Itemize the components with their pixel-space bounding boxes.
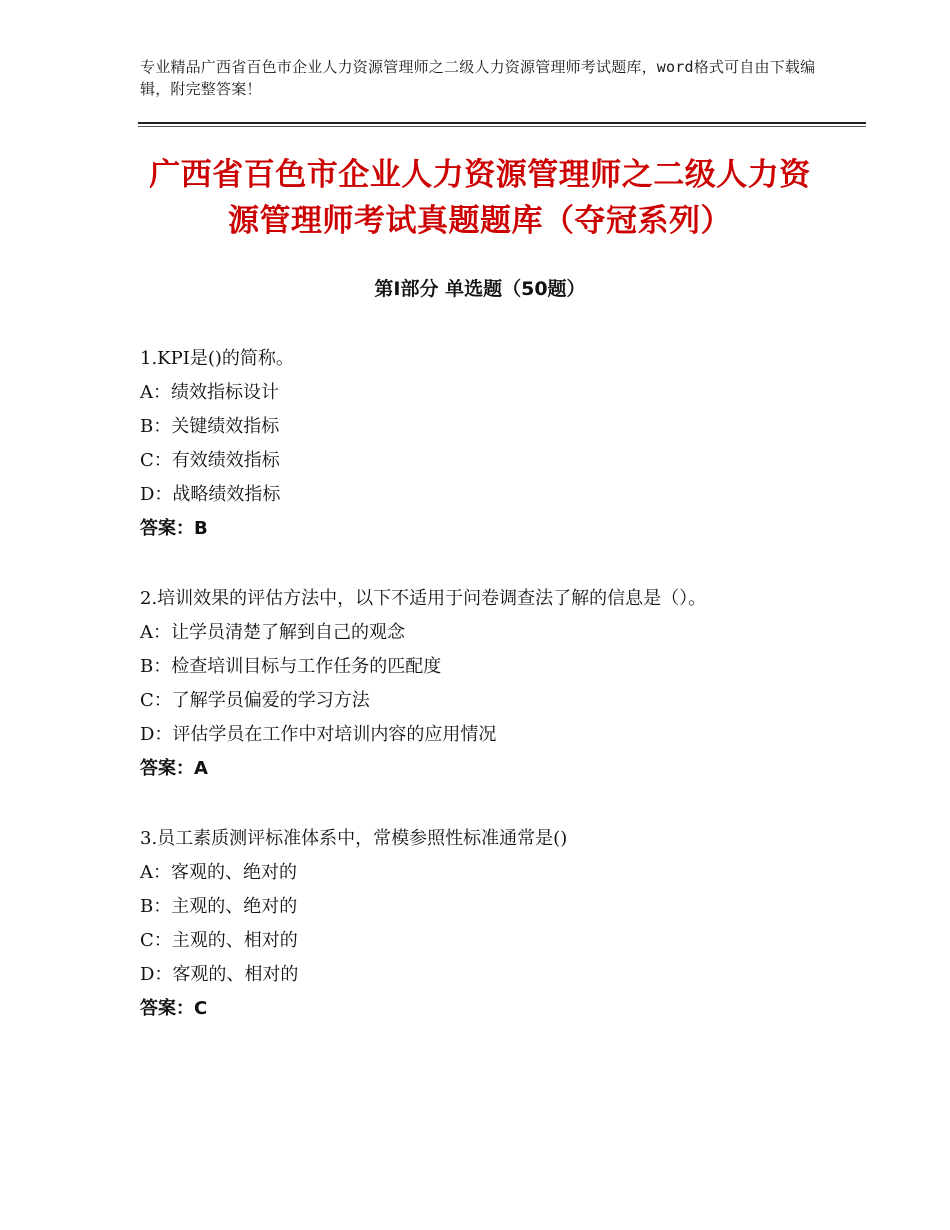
option-d: D：客观的、相对的 [140, 964, 299, 985]
option-a: A：绩效指标设计 [140, 382, 279, 403]
option-c: C：主观的、相对的 [140, 930, 298, 951]
document-title: 广西省百色市企业人力资源管理师之二级人力资源管理师考试真题题库（夺冠系列） [149, 157, 811, 239]
header-rule-thin [138, 126, 866, 127]
question-stem: 3.员工素质测评标准体系中，常模参照性标准通常是() [140, 828, 568, 849]
answer: 答案：C [140, 998, 208, 1019]
header-rule-thick [138, 122, 866, 124]
answer: 答案：B [140, 518, 208, 539]
question-stem: 1.KPI是()的简称。 [140, 348, 294, 369]
answer: 答案：A [140, 758, 208, 779]
option-b: B：检查培训目标与工作任务的匹配度 [140, 656, 442, 677]
option-b: B：主观的、绝对的 [140, 896, 298, 917]
section-title: 第Ⅰ部分 单选题（50题） [374, 278, 586, 300]
question-list [140, 342, 820, 1062]
question-3 [140, 822, 820, 1026]
option-a: A：客观的、绝对的 [140, 862, 297, 883]
header-note: 专业精品广西省百色市企业人力资源管理师之二级人力资源管理师考试题库，word格式可自由下载编辑，附完整答案！ [140, 58, 816, 98]
question-1 [140, 342, 820, 546]
option-d: D：战略绩效指标 [140, 484, 281, 505]
option-d: D：评估学员在工作中对培训内容的应用情况 [140, 724, 497, 745]
option-a: A：让学员清楚了解到自己的观念 [140, 622, 405, 643]
option-c: C：了解学员偏爱的学习方法 [140, 690, 370, 711]
option-b: B：关键绩效指标 [140, 416, 280, 437]
option-c: C：有效绩效指标 [140, 450, 280, 471]
question-2 [140, 582, 820, 786]
question-stem: 2.培训效果的评估方法中，以下不适用于问卷调查法了解的信息是（）。 [140, 588, 707, 609]
